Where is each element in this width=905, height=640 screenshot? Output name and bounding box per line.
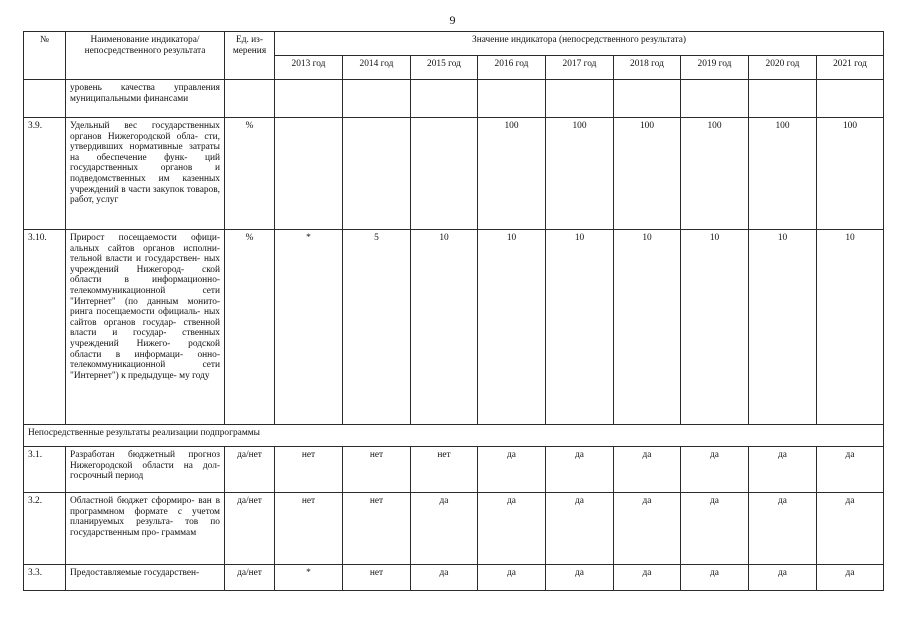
table-row bbox=[24, 565, 884, 591]
row-value: 100 bbox=[546, 118, 614, 230]
row-value: нет bbox=[411, 447, 478, 493]
table-row bbox=[24, 230, 884, 425]
header-year: 2019 год bbox=[681, 56, 749, 80]
row-value: да bbox=[614, 565, 681, 591]
table-row bbox=[24, 80, 884, 118]
table-row bbox=[24, 447, 884, 493]
row-value: 100 bbox=[478, 118, 546, 230]
row-value: да bbox=[614, 447, 681, 493]
row-value: * bbox=[275, 565, 343, 591]
row-indicator-name: уровень качества управления муниципальными финансами bbox=[66, 80, 225, 118]
row-unit: да/нет bbox=[225, 565, 275, 591]
header-year: 2017 год bbox=[546, 56, 614, 80]
header-year: 2014 год bbox=[343, 56, 411, 80]
row-unit: да/нет bbox=[225, 447, 275, 493]
row-value bbox=[546, 80, 614, 118]
row-number: 3.2. bbox=[24, 493, 66, 565]
row-value: да bbox=[614, 493, 681, 565]
row-indicator-name: Областной бюджет сформиро- ван в программном формате с учетом планируемых результа- тов по государственным про- граммам bbox=[66, 493, 225, 565]
row-value bbox=[749, 80, 817, 118]
header-year: 2016 год bbox=[478, 56, 546, 80]
section-row bbox=[24, 425, 884, 447]
row-value: да bbox=[817, 493, 884, 565]
row-value: да bbox=[411, 565, 478, 591]
row-value bbox=[614, 80, 681, 118]
row-number: 3.3. bbox=[24, 565, 66, 591]
row-indicator-name: Предоставляемые государствен- bbox=[66, 565, 225, 591]
row-unit bbox=[225, 80, 275, 118]
row-value: да bbox=[546, 447, 614, 493]
row-unit: % bbox=[225, 230, 275, 425]
row-indicator-name: Удельный вес государственных органов Нижегородской обла- сти, утвердивших нормативные затраты на обеспечение функ- ций государственных органов и подведомственных им казенных учреждений в части закупок товаров, работ, услуг bbox=[66, 118, 225, 230]
row-value: 5 bbox=[343, 230, 411, 425]
row-value bbox=[478, 80, 546, 118]
row-indicator-name: Прирост посещаемости офици- альных сайтов органов исполни- тельной власти и государствен- ных учреждений Нижегород- ской области в информационно- телекоммуникационной сети "Интернет" (по данным монито- ринга посещаемости официаль- ных сайтов органов государ- ственной власти и государ- ственных учреждений Нижего- родской области в информаци- онно-телекоммуникационной сети "Интернет") к предыдуще- му году bbox=[66, 230, 225, 425]
row-value: нет bbox=[275, 493, 343, 565]
header-year: 2021 год bbox=[817, 56, 884, 80]
row-unit: да/нет bbox=[225, 493, 275, 565]
row-value bbox=[275, 80, 343, 118]
row-value: 100 bbox=[614, 118, 681, 230]
row-value: 10 bbox=[749, 230, 817, 425]
row-number: 3.1. bbox=[24, 447, 66, 493]
row-value: да bbox=[749, 565, 817, 591]
row-value: нет bbox=[343, 447, 411, 493]
row-value: 10 bbox=[681, 230, 749, 425]
row-unit: % bbox=[225, 118, 275, 230]
row-value: 100 bbox=[749, 118, 817, 230]
row-number: 3.10. bbox=[24, 230, 66, 425]
row-value bbox=[343, 118, 411, 230]
row-value bbox=[411, 80, 478, 118]
row-value: 10 bbox=[478, 230, 546, 425]
header-indicator-name: Наименование индикатора/ непосредственного результата bbox=[66, 32, 225, 80]
row-value: да bbox=[817, 565, 884, 591]
row-value: да bbox=[478, 493, 546, 565]
header-indicator-value: Значение индикатора (непосредственного результата) bbox=[275, 32, 884, 56]
header-year: 2020 год bbox=[749, 56, 817, 80]
row-indicator-name: Разработан бюджетный прогноз Нижегородской области на дол- госрочный период bbox=[66, 447, 225, 493]
header-year: 2013 год bbox=[275, 56, 343, 80]
row-value: 10 bbox=[817, 230, 884, 425]
row-value: 100 bbox=[681, 118, 749, 230]
row-value: да bbox=[411, 493, 478, 565]
section-heading: Непосредственные результаты реализации подпрограммы bbox=[24, 425, 884, 447]
header-year: 2015 год bbox=[411, 56, 478, 80]
row-value: нет bbox=[343, 493, 411, 565]
row-value: да bbox=[681, 447, 749, 493]
row-number bbox=[24, 80, 66, 118]
page-number: 9 bbox=[449, 13, 456, 27]
row-value: да bbox=[749, 447, 817, 493]
row-value: * bbox=[275, 230, 343, 425]
row-value: да bbox=[478, 565, 546, 591]
indicator-table bbox=[23, 31, 884, 591]
header-unit: Ед. из- мерения bbox=[225, 32, 275, 80]
row-value: да bbox=[749, 493, 817, 565]
row-value: да bbox=[478, 447, 546, 493]
header-number: № bbox=[24, 32, 66, 80]
row-value bbox=[275, 118, 343, 230]
row-value: 100 bbox=[817, 118, 884, 230]
row-value: да bbox=[546, 565, 614, 591]
row-value bbox=[681, 80, 749, 118]
header-year: 2018 год bbox=[614, 56, 681, 80]
row-value bbox=[817, 80, 884, 118]
row-value: 10 bbox=[411, 230, 478, 425]
row-value: да bbox=[546, 493, 614, 565]
row-value: нет bbox=[343, 565, 411, 591]
table-row bbox=[24, 118, 884, 230]
table-row bbox=[24, 493, 884, 565]
row-value bbox=[343, 80, 411, 118]
row-value: нет bbox=[275, 447, 343, 493]
row-value bbox=[411, 118, 478, 230]
row-value: 10 bbox=[546, 230, 614, 425]
row-value: да bbox=[681, 493, 749, 565]
row-value: да bbox=[681, 565, 749, 591]
row-value: 10 bbox=[614, 230, 681, 425]
row-number: 3.9. bbox=[24, 118, 66, 230]
row-value: да bbox=[817, 447, 884, 493]
